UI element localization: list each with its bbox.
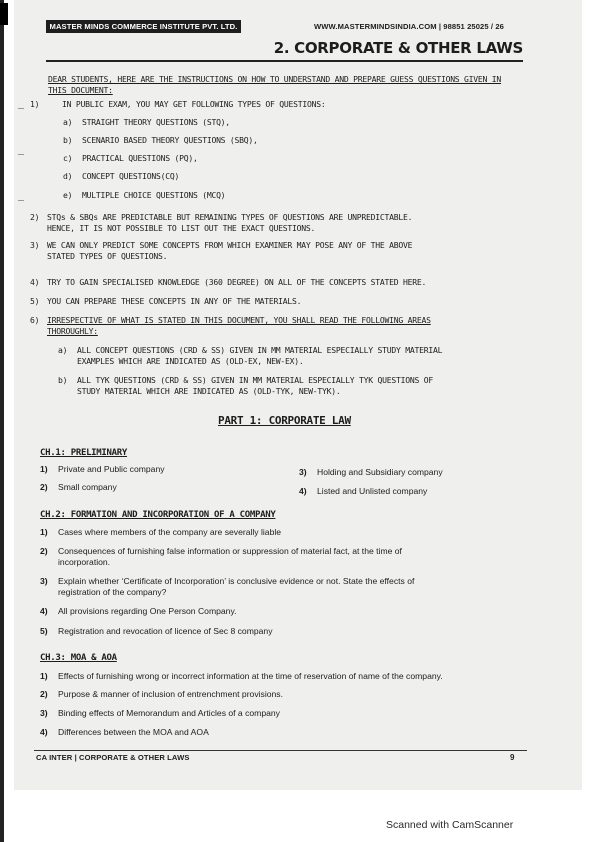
instruction-number: 4): [30, 277, 40, 287]
question-type-text: MULTIPLE CHOICE QUESTIONS (MCQ): [82, 190, 226, 200]
intro-text: [48, 74, 524, 95]
question-number: 4): [299, 486, 307, 496]
institute-name: MASTER MINDS COMMERCE INSTITUTE PVT. LTD.: [46, 20, 241, 33]
area-letter: b): [58, 375, 68, 385]
area-line: ALL TYK QUESTIONS (CRD & SS) GIVEN IN MM MATERIAL ESPECIALLY TYK QUESTIONS OF: [77, 375, 433, 385]
instruction-line: HENCE, IT IS NOT POSSIBLE TO LIST OUT THE EXACT QUESTIONS.: [47, 223, 316, 233]
question-text: registration of the company?: [58, 587, 167, 597]
title-underline: [46, 60, 523, 62]
instruction-number: 3): [30, 240, 40, 250]
instruction-line: STQs & SBQs ARE PREDICTABLE BUT REMAINING TYPES OF QUESTIONS ARE UNPREDICTABLE.: [47, 212, 413, 222]
area-line: EXAMPLES WHICH ARE INDICATED AS (OLD-EX, NEW-EX).: [77, 356, 304, 366]
instruction-line: THOROUGHLY:: [47, 326, 98, 336]
question-type-text: STRAIGHT THEORY QUESTIONS (STQ),: [82, 117, 230, 127]
footer-rule: [34, 750, 527, 751]
intro-paragraph: DEAR STUDENTS, HERE ARE THE INSTRUCTIONS ON HOW TO UNDERSTAND AND PREPARE GUESS QUESTIONS GIVEN IN THIS DOCUMENT:: [48, 74, 502, 95]
question-text: Registration and revocation of licence of Sec 8 company: [58, 626, 273, 636]
instruction-number: 1): [30, 99, 40, 109]
question-text: Holding and Subsidiary company: [317, 467, 443, 477]
question-number: 2): [40, 546, 48, 556]
question-text: Explain whether ‘Certificate of Incorporation’ is conclusive evidence or not. State the effects of: [58, 576, 415, 586]
instruction-text: TRY TO GAIN SPECIALISED KNOWLEDGE (360 DEGREE) ON ALL OF THE CONCEPTS STATED HERE.: [47, 277, 427, 287]
page-number: 9: [510, 753, 515, 762]
question-text: Private and Public company: [58, 464, 165, 474]
instruction-number: 5): [30, 296, 40, 306]
chapter-heading: CH.2: FORMATION AND INCORPORATION OF A COMPANY: [40, 510, 276, 520]
question-number: 2): [40, 689, 48, 699]
question-type-letter: d): [63, 171, 73, 181]
margin-mark: [18, 200, 24, 201]
instruction-number: 6): [30, 315, 40, 325]
question-number: 4): [40, 727, 48, 737]
question-type-text: PRACTICAL QUESTIONS (PQ),: [82, 153, 198, 163]
area-letter: a): [58, 345, 68, 355]
question-type-letter: c): [63, 153, 73, 163]
chapter-heading: CH.1: PRELIMINARY: [40, 448, 128, 458]
instruction-number: 2): [30, 212, 40, 222]
question-text: incorporation.: [58, 557, 111, 567]
question-text: Binding effects of Memorandum and Articles of a company: [58, 708, 280, 718]
margin-mark: [18, 154, 24, 155]
area-line: STUDY MATERIAL WHICH ARE INDICATED AS (OLD-TYK, NEW-TYK).: [77, 386, 341, 396]
margin-mark: [18, 108, 24, 109]
question-text: Differences between the MOA and AOA: [58, 727, 209, 737]
question-text: Purpose & manner of inclusion of entrenchment provisions.: [58, 689, 283, 699]
question-type-text: CONCEPT QUESTIONS(CQ): [82, 171, 180, 181]
scan-edge: [0, 0, 4, 842]
question-number: 1): [40, 671, 48, 681]
question-text: Cases where members of the company are severally liable: [58, 527, 282, 537]
instruction-line: IRRESPECTIVE OF WHAT IS STATED IN THIS DOCUMENT, YOU SHALL READ THE FOLLOWING AREAS: [47, 315, 431, 325]
question-type-letter: b): [63, 135, 73, 145]
question-text: Consequences of furnishing false information or suppression of material fact, at the time of: [58, 546, 402, 556]
question-text: Effects of furnishing wrong or incorrect information at the time of reservation of name of the company.: [58, 671, 443, 681]
question-text: Listed and Unlisted company: [317, 486, 428, 496]
question-text: Small company: [58, 482, 117, 492]
scanner-watermark: Scanned with CamScanner: [386, 819, 514, 831]
question-number: 1): [40, 464, 48, 474]
instruction-text: YOU CAN PREPARE THESE CONCEPTS IN ANY OF THE MATERIALS.: [47, 296, 302, 306]
part-title: PART 1: CORPORATE LAW: [218, 414, 351, 427]
website-phone: WWW.MASTERMINDSINDIA.COM | 98851 25025 / 26: [314, 22, 504, 31]
footer-course: CA INTER | CORPORATE & OTHER LAWS: [36, 753, 190, 762]
question-type-letter: e): [63, 190, 73, 200]
question-number: 3): [299, 467, 307, 477]
question-type-text: SCENARIO BASED THEORY QUESTIONS (SBQ),: [82, 135, 258, 145]
question-number: 4): [40, 606, 48, 616]
chapter-heading: CH.3: MOA & AOA: [40, 653, 117, 663]
question-type-letter: a): [63, 117, 73, 127]
area-line: ALL CONCEPT QUESTIONS (CRD & SS) GIVEN IN MM MATERIAL ESPECIALLY STUDY MATERIAL: [77, 345, 443, 355]
instruction-line: STATED TYPES OF QUESTIONS.: [47, 251, 168, 261]
page-title: 2. CORPORATE & OTHER LAWS: [273, 39, 523, 57]
question-number: 5): [40, 626, 48, 636]
scan-mark: [0, 3, 8, 25]
question-text: All provisions regarding One Person Company.: [58, 606, 237, 616]
instruction-text: IN PUBLIC EXAM, YOU MAY GET FOLLOWING TYPES OF QUESTIONS:: [62, 99, 326, 109]
question-number: 3): [40, 708, 48, 718]
question-number: 3): [40, 576, 48, 586]
question-number: 1): [40, 527, 48, 537]
instruction-line: WE CAN ONLY PREDICT SOME CONCEPTS FROM WHICH EXAMINER MAY POSE ANY OF THE ABOVE: [47, 240, 413, 250]
question-number: 2): [40, 482, 48, 492]
